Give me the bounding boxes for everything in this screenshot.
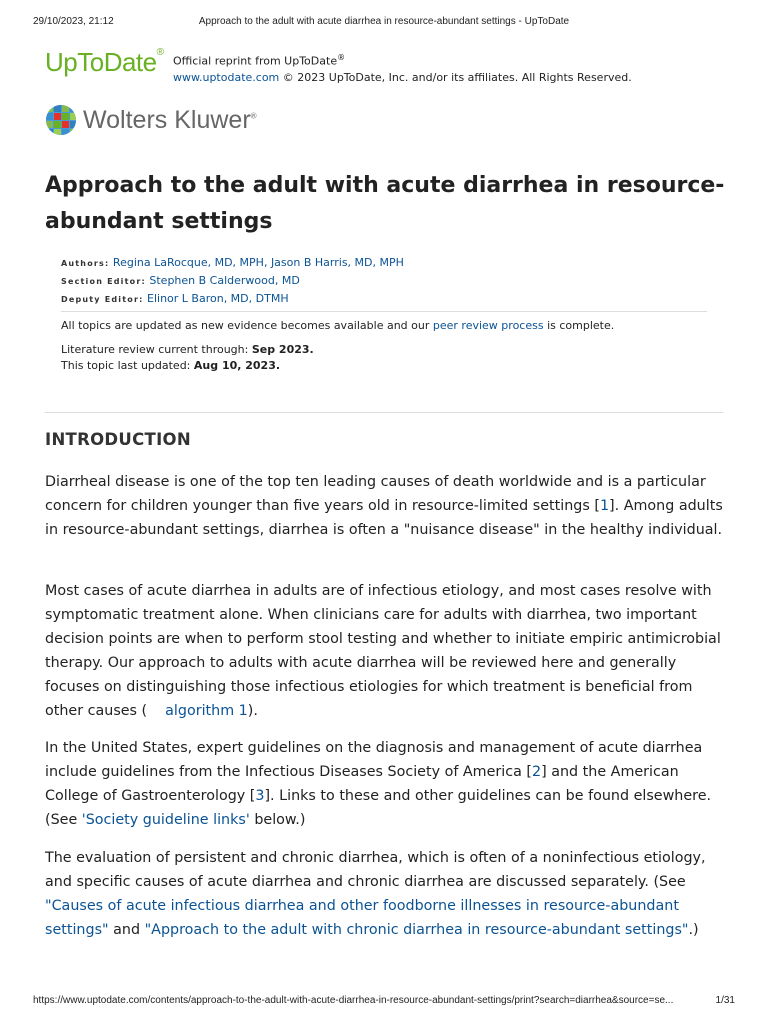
section-heading-introduction: INTRODUCTION: [45, 430, 191, 449]
print-document-title: Approach to the adult with acute diarrhea in resource-abundant settings - UpToDate: [198, 16, 570, 27]
uptodate-site-link[interactable]: www.uptodate.com: [173, 70, 280, 84]
last-updated-date: Aug 10, 2023.: [193, 359, 281, 372]
reprint-notice: Official reprint from UpToDate® www.uptodate.com © 2023 UpToDate, Inc. and/or its affiliates. All Rights Reserved.: [173, 53, 632, 84]
reference-link[interactable]: 2: [532, 764, 542, 780]
uptodate-logo: UpToDate®: [45, 47, 164, 77]
wolters-kluwer-name: Wolters Kluwer: [83, 106, 251, 134]
lit-review-date: Sep 2023.: [251, 343, 314, 356]
section-editor-label: Section Editor:: [61, 277, 146, 286]
topic-dates: [61, 342, 314, 374]
paragraph-1: Diarrheal disease is one of the top ten leading causes of death worldwide and is a particular concern for children younger than five years old in resource-limited settings [1]. Among adults in resource-abundant settings, diarrhea is often a "nuisance disease" in the healthy individual.: [45, 474, 723, 538]
section-editor-link[interactable]: Stephen B Calderwood, MD: [149, 274, 300, 287]
authors-label: Authors:: [61, 259, 110, 268]
algorithm-link[interactable]: algorithm 1: [165, 703, 248, 719]
paragraph-3: In the United States, expert guidelines on the diagnosis and management of acute diarrhea include guidelines from the Infectious Diseases Society of America [2] and the American College of Gastroenterology [3]. Links to these and other guidelines can be found elsewhere. (See 'Society guideline links' below.): [45, 740, 712, 828]
article-credits: [61, 254, 404, 308]
topic-link-chronic-diarrhea[interactable]: "Approach to the adult with chronic diarrhea in resource-abundant settings": [144, 922, 689, 938]
peer-review-link[interactable]: peer review process: [432, 319, 544, 332]
print-url: https://www.uptodate.com/contents/approach-to-the-adult-with-acute-diarrhea-in-resource-abundant-settings/print?search=diarrhea&source=se...: [33, 995, 674, 1006]
page-number: 1/31: [715, 995, 735, 1006]
article-title: Approach to the adult with acute diarrhea in resource-abundant settings: [45, 173, 725, 234]
authors-link[interactable]: Regina LaRocque, MD, MPH, Jason B Harris, MD, MPH: [112, 256, 404, 269]
copyright-text: © 2023 UpToDate, Inc. and/or its affiliates. All Rights Reserved.: [282, 70, 632, 84]
lit-review-label: Literature review current through:: [61, 343, 252, 356]
print-datetime: 29/10/2023, 21:12: [33, 16, 114, 27]
society-guideline-link[interactable]: 'Society guideline links': [81, 812, 250, 828]
topic-link-causes[interactable]: "Causes of acute infectious diarrhea and other foodborne illnesses in resource-abundant settings": [45, 898, 679, 938]
reprint-label: Official reprint from UpToDate: [173, 54, 338, 68]
header-divider: [45, 412, 723, 413]
reference-link[interactable]: 3: [255, 788, 265, 804]
reference-link[interactable]: 1: [599, 498, 610, 514]
deputy-editor-label: Deputy Editor:: [61, 295, 144, 304]
deputy-editor-link[interactable]: Elinor L Baron, MD, DTMH: [147, 292, 289, 305]
wolters-kluwer-mark-icon: [45, 104, 79, 136]
paragraph-4: The evaluation of persistent and chronic diarrhea, which is often of a noninfectious etiology, and specific causes of acute diarrhea and chronic diarrhea are discussed separately. (See "Causes of acute infectious diarrhea and other foodborne illnesses in resource-abundant settings" and "Approach to the adult with chronic diarrhea in resource-abundant settings".): [45, 850, 706, 938]
last-updated-label: This topic last updated:: [61, 359, 194, 372]
paragraph-2: Most cases of acute diarrhea in adults are of infectious etiology, and most cases resolve with symptomatic treatment alone. When clinicians care for adults with diarrhea, two important decision points are when to perform stool testing and whether to initiate empiric antimicrobial therapy. Our approach to adults with acute diarrhea will be reviewed here and generally focuses on distinguishing those infectious etiologies for which treatment is beneficial from other causes ( algorithm 1).: [45, 583, 721, 719]
credits-divider: [61, 311, 707, 312]
update-note: All topics are updated as new evidence becomes available and our peer review process is complete.: [61, 319, 615, 332]
